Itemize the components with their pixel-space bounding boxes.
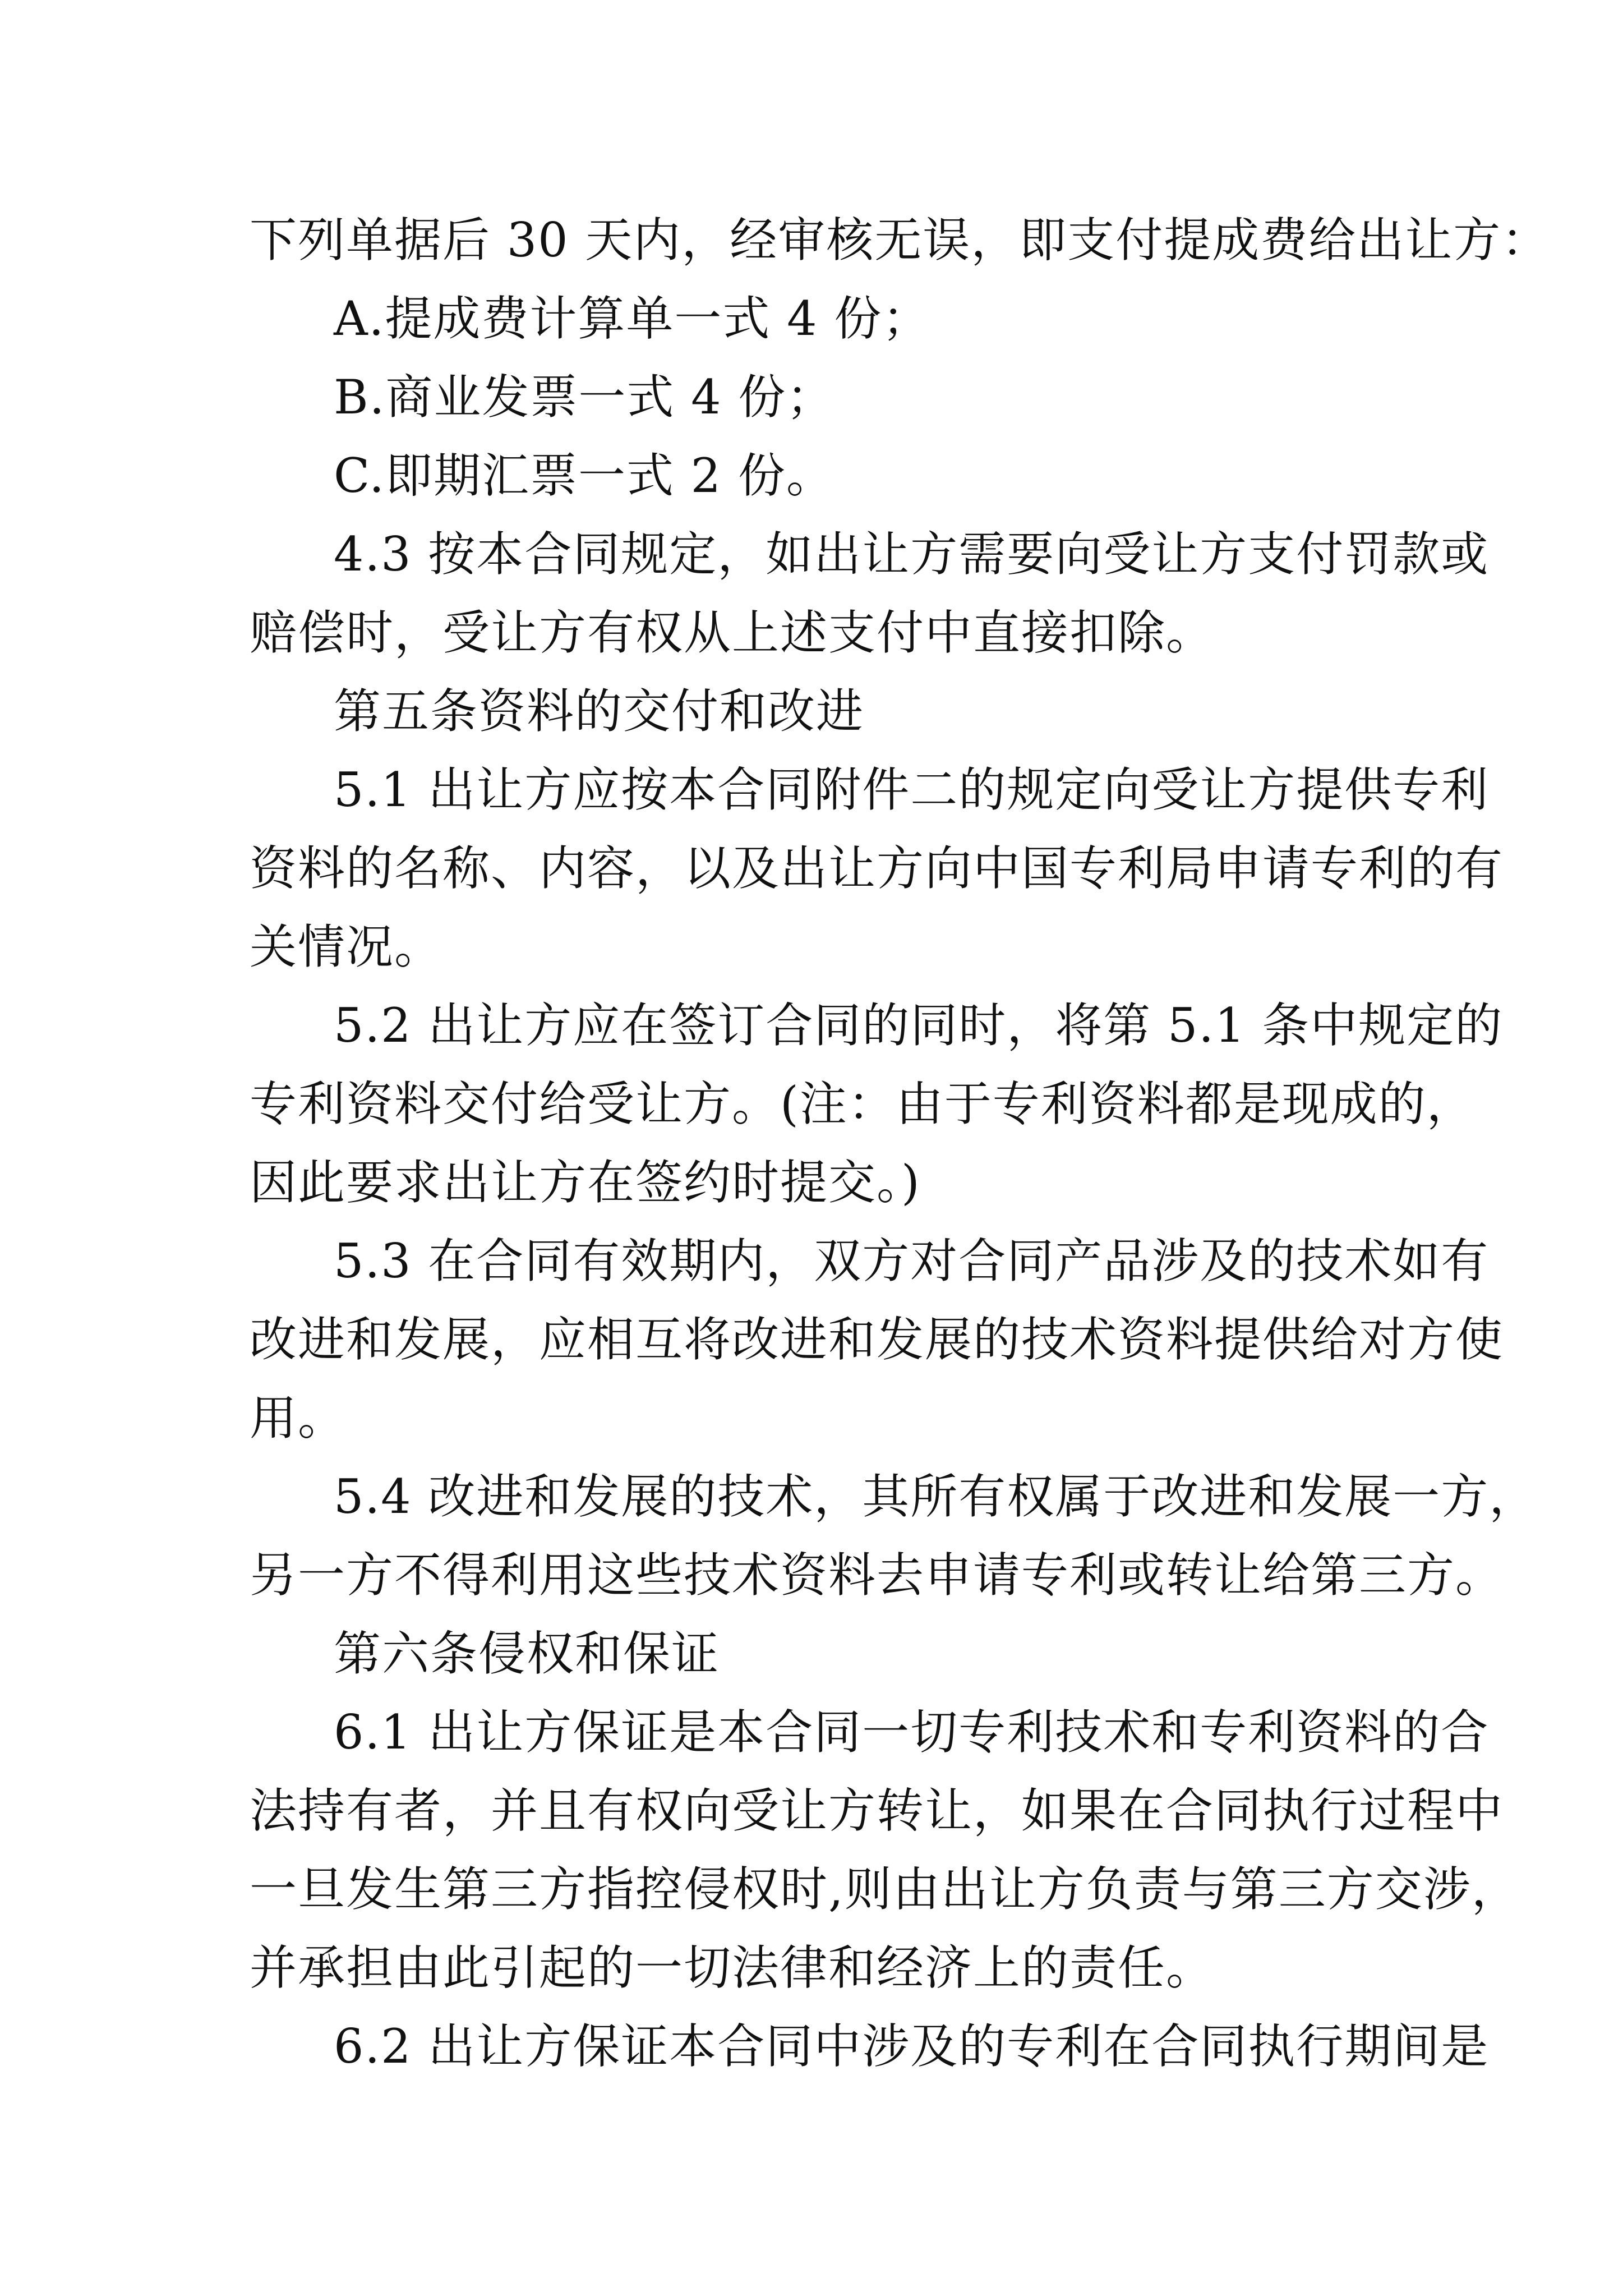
- text-line: 4.3 按本合同规定，如出让方需要向受让方支付罚款或: [334, 527, 1490, 582]
- text-line: 一旦发生第三方指控侵权时,则由出让方负责与第三方交涉，: [250, 1862, 1520, 1917]
- text-line: 专利资料交付给受让方。(注：由于专利资料都是现成的，: [250, 1076, 1475, 1131]
- text-line: 6.2 出让方保证本合同中涉及的专利在合同执行期间是: [334, 2019, 1490, 2074]
- text-line: 资料的名称、内容，以及出让方向中国专利局申请专利的有: [250, 841, 1504, 896]
- text-line: 5.3 在合同有效期内，双方对合同产品涉及的技术如有: [334, 1234, 1490, 1289]
- text-line: 赔偿时，受让方有权从上述支付中直接扣除。: [250, 605, 1215, 660]
- text-line: 另一方不得利用这些技术资料去申请专利或转让给第三方。: [250, 1548, 1504, 1603]
- text-line: A.提成费计算单一式 4 份；: [334, 291, 931, 346]
- text-line: 5.1 出让方应按本合同附件二的规定向受让方提供专利: [334, 762, 1490, 817]
- text-line: 下列单据后 30 天内，经审核无误，即支付提成费给出让方：: [250, 213, 1550, 268]
- text-line: 6.1 出让方保证是本合同一切专利技术和专利资料的合: [334, 1705, 1490, 1760]
- text-line: B.商业发票一式 4 份；: [334, 370, 835, 425]
- section-heading: 第六条侵权和保证: [334, 1626, 720, 1681]
- text-line: 5.2 出让方应在签订合同的同时，将第 5.1 条中规定的: [334, 998, 1504, 1053]
- section-heading: 第五条资料的交付和改进: [334, 684, 865, 739]
- text-line: 因此要求出让方在签约时提交。): [250, 1155, 921, 1210]
- text-line: 关情况。: [250, 919, 443, 974]
- text-line: 用。: [250, 1391, 347, 1446]
- text-line: 改进和发展，应相互将改进和发展的技术资料提供给对方使: [250, 1312, 1504, 1367]
- text-line: 并承担由此引起的一切法律和经济上的责任。: [250, 1940, 1215, 1995]
- text-line: 法持有者，并且有权向受让方转让，如果在合同执行过程中: [250, 1783, 1504, 1838]
- text-line: C.即期汇票一式 2 份。: [334, 448, 834, 503]
- text-line: 5.4 改进和发展的技术，其所有权属于改进和发展一方，: [334, 1469, 1538, 1524]
